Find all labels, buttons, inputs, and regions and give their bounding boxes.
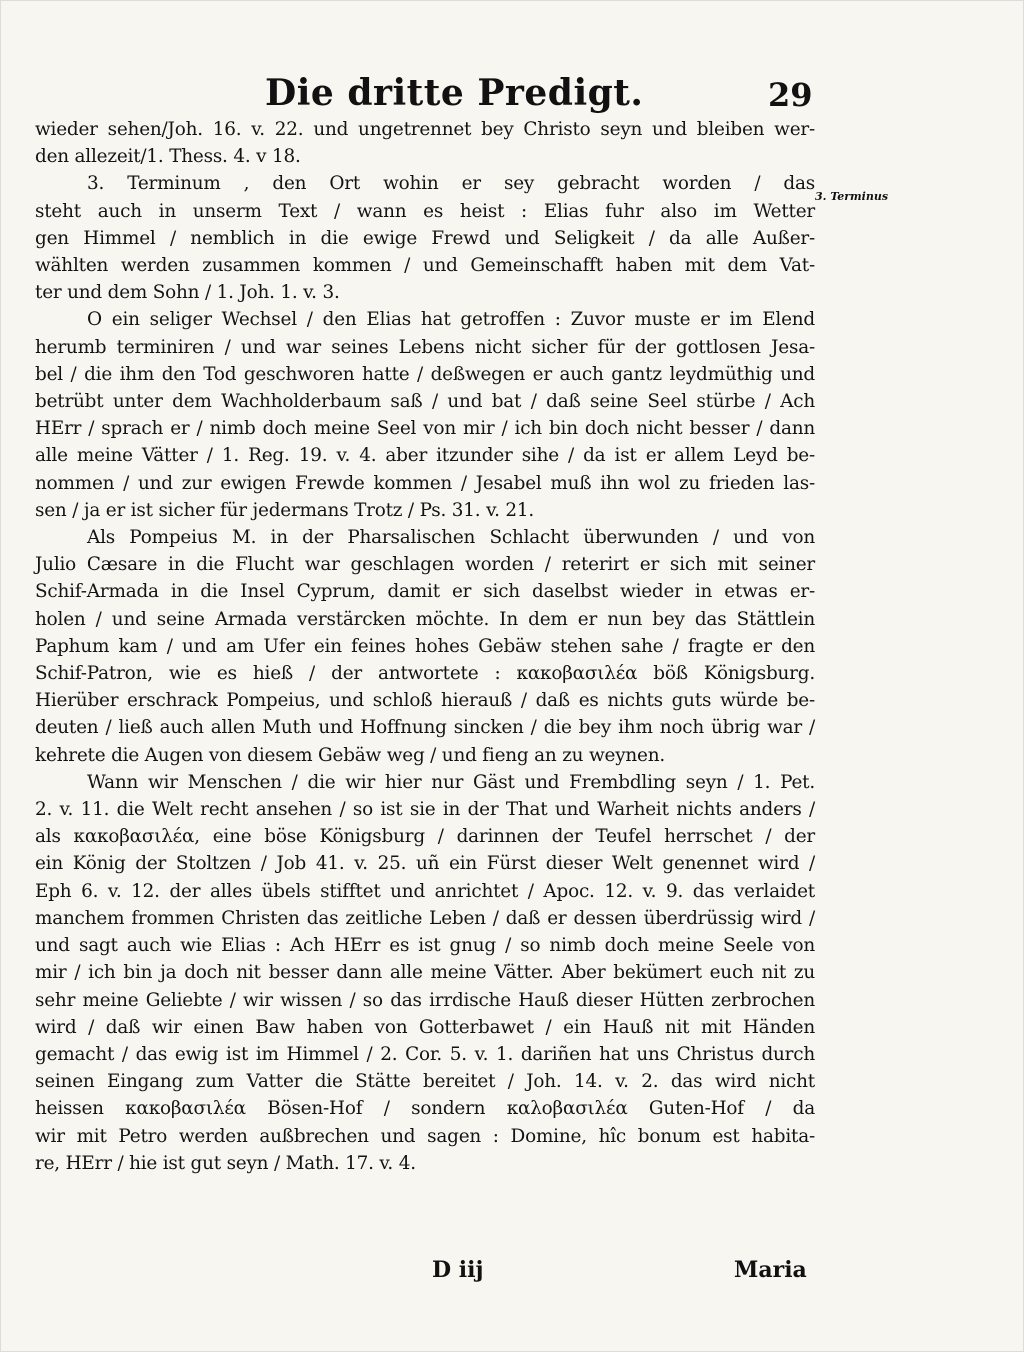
text-line: Paphum kam / und am Ufer ein feines hohes Gebäw stehen sahe / fragte er den <box>35 635 815 657</box>
text-line: seinen Eingang zum Vatter die Stätte bereitet / Joh. 14. v. 2. das wird nicht <box>35 1071 815 1093</box>
text-line: sehr meine Geliebte / wir wissen / so das irrdische Hauß dieser Hütten zerbrochen <box>35 989 815 1011</box>
text-line: als κακοβασιλέα, eine böse Königsburg / darinnen der Teufel herrschet / der <box>35 826 815 848</box>
signature-mark: D iij <box>432 1257 484 1283</box>
text-line: gen Himmel / nemblich in die ewige Frewd und Seligkeit / da alle Außer- <box>35 227 815 249</box>
text-line: betrübt unter dem Wachholderbaum saß / und bat / daß seine Seel stürbe / Ach <box>35 391 815 413</box>
catchword: Maria <box>734 1257 807 1283</box>
text-line: O ein seliger Wechsel / den Elias hat getroffen : Zuvor muste er im Elend <box>87 309 815 331</box>
margin-note: 3. Terminus <box>815 190 889 203</box>
text-line: Schif-Patron, wie es hieß / der antwortete : κακοβασιλέα böß Königsburg. <box>35 663 815 685</box>
text-line: 3. Terminum , den Ort wohin er sey gebracht worden / das <box>87 173 815 195</box>
text-line: heissen κακοβασιλέα Bösen-Hof / sondern καλοβασιλέα Guten-Hof / da <box>35 1098 815 1120</box>
text-line: gemacht / das ewig ist im Himmel / 2. Cor. 5. v. 1. dariñen hat uns Christus durch <box>35 1043 815 1065</box>
text-line: bel / die ihm den Tod geschworen hatte / deßwegen er auch gantz leydmüthig und <box>35 363 815 385</box>
text-line: wird / daß wir einen Baw haben von Gotterbawet / ein Hauß nit mit Händen <box>35 1016 815 1038</box>
text-line: Wann wir Menschen / die wir hier nur Gäst und Frembdling seyn / 1. Pet. <box>87 771 815 793</box>
text-line: Schif-Armada in die Insel Cyprum, damit er sich daselbst wieder in etwas er- <box>35 581 815 603</box>
running-title: Die dritte Predigt. <box>265 72 644 114</box>
text-line: steht auch in unserm Text / wann es heist : Elias fuhr also im Wetter <box>35 200 815 222</box>
page-footer <box>0 1257 1024 1291</box>
text-line: Eph 6. v. 12. der alles übels stifftet und anrichtet / Apoc. 12. v. 9. das verlaidet <box>35 880 815 902</box>
page-number: 29 <box>768 76 813 114</box>
text-line: deuten / ließ auch allen Muth und Hoffnung sincken / die bey ihm noch übrig war / <box>35 717 815 739</box>
text-line: Julio Cæsare in die Flucht war geschlagen worden / reterirt er sich mit seiner <box>35 554 815 576</box>
text-line: nommen / und zur ewigen Frewde kommen / Jesabel muß ihn wol zu frieden las- <box>35 472 815 494</box>
text-line: und sagt auch wie Elias : Ach HErr es ist gnug / so nimb doch meine Seele von <box>35 935 815 957</box>
text-line: 2. v. 11. die Welt recht ansehen / so ist sie in der That und Warheit nichts anders / <box>35 799 815 821</box>
text-line: alle meine Vätter / 1. Reg. 19. v. 4. aber itzunder sihe / da ist er allem Leyd be- <box>35 445 815 467</box>
body-text <box>35 116 815 1177</box>
text-line: den allezeit/1. Thess. 4. v 18. <box>35 146 301 168</box>
text-line: holen / und seine Armada verstärcken möchte. In dem er nun bey das Stättlein <box>35 608 815 630</box>
text-line: herumb terminiren / und war seines Lebens nicht sicher für der gottlosen Jesa- <box>35 336 815 358</box>
text-line: ter und dem Sohn / 1. Joh. 1. v. 3. <box>35 282 340 304</box>
text-line: Hierüber erschrack Pompeius, und schloß hierauß / daß es nichts guts würde be- <box>35 690 815 712</box>
text-line: wieder sehen/Joh. 16. v. 22. und ungetrennet bey Christo seyn und bleiben wer- <box>35 119 815 140</box>
text-line: ein König der Stoltzen / Job 41. v. 25. uñ ein Fürst dieser Welt genennet wird / <box>35 853 815 875</box>
text-line: HErr / sprach er / nimb doch meine Seel von mir / ich bin doch nicht besser / dann <box>35 418 815 440</box>
text-line: wählten werden zusammen kommen / und Gemeinschafft haben mit dem Vat- <box>35 255 815 277</box>
text-line: sen / ja er ist sicher für jedermans Trotz / Ps. 31. v. 21. <box>35 499 535 521</box>
text-line: wir mit Petro werden außbrechen und sagen : Domine, hîc bonum est habita- <box>35 1125 815 1147</box>
text-line: mir / ich bin ja doch nit besser dann alle meine Vätter. Aber bekümert euch nit zu <box>35 962 815 984</box>
running-header <box>0 72 1024 112</box>
text-line: re, HErr / hie ist gut seyn / Math. 17. v. 4. <box>35 1152 416 1174</box>
text-line: manchem frommen Christen das zeitliche Leben / daß er dessen überdrüssig wird / <box>35 907 815 929</box>
text-line: kehrete die Augen von diesem Gebäw weg / und fieng an zu weynen. <box>35 744 666 766</box>
text-line: Als Pompeius M. in der Pharsalischen Schlacht überwunden / und von <box>87 527 815 549</box>
